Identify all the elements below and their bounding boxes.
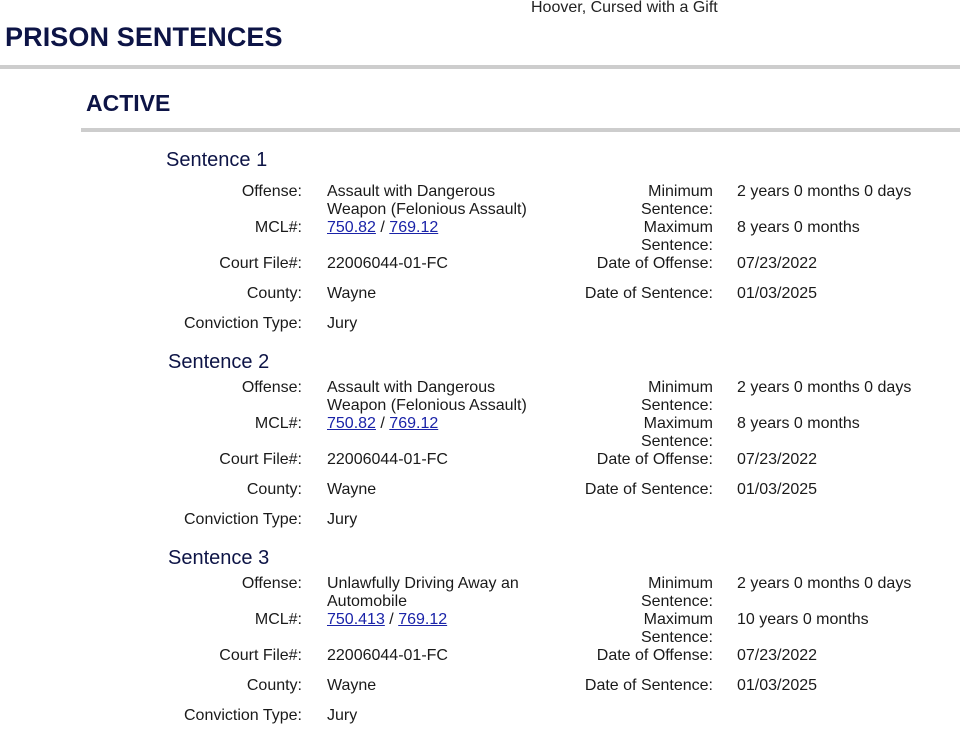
min-sentence-label: Minimum Sentence:: [640, 183, 713, 218]
conviction-type-label: Conviction Type:: [184, 707, 302, 724]
date-sentence-value: 01/03/2025: [737, 285, 818, 302]
section-title-active: ACTIVE: [86, 90, 171, 116]
offense-value: Unlawfully Driving Away an Automobile: [327, 575, 519, 610]
county-value: Wayne: [327, 481, 377, 498]
divider: [0, 65, 960, 69]
mcl-value: [327, 219, 557, 237]
sentence-title: Sentence 3: [168, 547, 270, 569]
offense-label: Offense:: [241, 575, 302, 592]
max-sentence-value: 10 years 0 months: [737, 611, 869, 628]
date-sentence-value: 01/03/2025: [737, 481, 818, 498]
court-file-value: 22006044-01-FC: [327, 255, 448, 272]
max-sentence-label: Maximum Sentence:: [640, 219, 713, 254]
conviction-type-value: Jury: [327, 511, 358, 528]
mcl-separator: /: [380, 415, 385, 432]
mcl-label: MCL#:: [254, 611, 302, 628]
max-sentence-value: 8 years 0 months: [737, 219, 860, 236]
min-sentence-label: Minimum Sentence:: [640, 575, 713, 610]
county-label: County:: [246, 285, 302, 302]
conviction-type-label: Conviction Type:: [184, 511, 302, 528]
max-sentence-label: Maximum Sentence:: [640, 611, 713, 646]
date-offense-value: 07/23/2022: [737, 451, 818, 468]
county-value: Wayne: [327, 285, 377, 302]
mcl-label: MCL#:: [254, 219, 302, 236]
court-file-value: 22006044-01-FC: [327, 451, 448, 468]
page-title: PRISON SENTENCES: [5, 22, 283, 52]
mcl-label: MCL#:: [254, 415, 302, 432]
min-sentence-value: 2 years 0 months 0 days: [737, 183, 912, 200]
mcl-link[interactable]: 769.12: [389, 219, 439, 236]
min-sentence-label: Minimum Sentence:: [640, 379, 713, 414]
min-sentence-value: 2 years 0 months 0 days: [737, 379, 912, 396]
top-note: Hoover, Cursed with a Gift: [531, 0, 718, 16]
offense-label: Offense:: [241, 379, 302, 396]
sentence-block-2: [0, 351, 972, 531]
county-label: County:: [246, 481, 302, 498]
date-sentence-label: Date of Sentence:: [584, 481, 713, 498]
mcl-link[interactable]: 750.82: [327, 415, 376, 432]
date-offense-value: 07/23/2022: [737, 647, 818, 664]
conviction-type-label: Conviction Type:: [184, 315, 302, 332]
sentence-block-1: [0, 149, 972, 332]
mcl-link[interactable]: 750.82: [327, 219, 376, 236]
date-sentence-value: 01/03/2025: [737, 677, 818, 694]
mcl-separator: /: [389, 611, 394, 628]
mcl-separator: /: [380, 219, 385, 236]
date-offense-label: Date of Offense:: [596, 451, 713, 468]
offense-value: Assault with Dangerous Weapon (Felonious Assault): [327, 183, 527, 218]
mcl-link[interactable]: 769.12: [398, 611, 448, 628]
court-file-label: Court File#:: [219, 647, 302, 664]
county-label: County:: [246, 677, 302, 694]
court-file-label: Court File#:: [219, 255, 302, 272]
mcl-value: [327, 611, 557, 629]
mcl-value: [327, 415, 557, 433]
sentence-title: Sentence 2: [168, 351, 270, 373]
date-sentence-label: Date of Sentence:: [584, 677, 713, 694]
divider: [81, 128, 960, 132]
date-offense-value: 07/23/2022: [737, 255, 818, 272]
mcl-link[interactable]: 750.413: [327, 611, 385, 628]
max-sentence-value: 8 years 0 months: [737, 415, 860, 432]
court-file-label: Court File#:: [219, 451, 302, 468]
mcl-link[interactable]: 769.12: [389, 415, 439, 432]
sentence-block-3: [0, 547, 972, 727]
conviction-type-value: Jury: [327, 315, 358, 332]
conviction-type-value: Jury: [327, 707, 358, 724]
date-sentence-label: Date of Sentence:: [584, 285, 713, 302]
sentence-title: Sentence 1: [166, 149, 268, 171]
min-sentence-value: 2 years 0 months 0 days: [737, 575, 912, 592]
offense-label: Offense:: [241, 183, 302, 200]
max-sentence-label: Maximum Sentence:: [640, 415, 713, 450]
court-file-value: 22006044-01-FC: [327, 647, 448, 664]
county-value: Wayne: [327, 677, 377, 694]
date-offense-label: Date of Offense:: [596, 647, 713, 664]
date-offense-label: Date of Offense:: [596, 255, 713, 272]
offense-value: Assault with Dangerous Weapon (Felonious Assault): [327, 379, 527, 414]
